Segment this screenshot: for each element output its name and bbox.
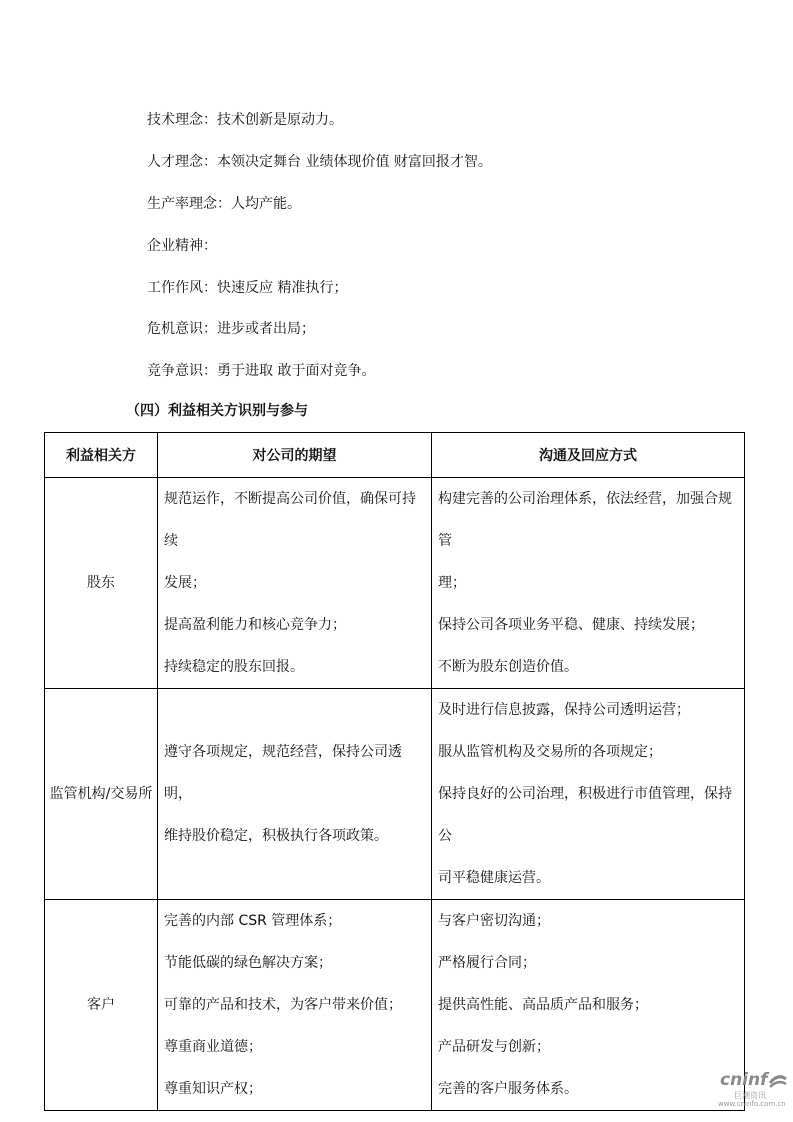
response-item: 提供高性能、高品质产品和服务； [438,997,648,1013]
cninfo-logo-icon [768,1073,788,1089]
philosophy-line: 企业精神： [147,238,217,254]
expectation-cell [158,900,432,1111]
expectation-item: 节能低碳的绿色解决方案； [164,955,332,971]
table-row [45,689,745,900]
philosophy-line: 生产率理念：人均产能。 [147,196,301,212]
expectation-item: 持续稳定的股东回报。 [164,659,304,675]
philosophy-line: 技术理念：技术创新是原动力。 [147,112,343,128]
expectation-cell [158,478,432,689]
expectation-item: 规范运作，不断提高公司价值，确保可持续 [164,491,416,549]
section-heading: （四）利益相关方识别与参与 [126,403,308,419]
response-item: 保持公司各项业务平稳、健康、持续发展； [438,617,704,633]
cninfo-watermark [718,1070,792,1110]
watermark-brand: cninf [720,1070,768,1090]
response-cell [432,689,745,900]
expectation-item: 发展； [164,575,206,591]
table-row [45,478,745,689]
response-item: 与客户密切沟通； [438,913,550,929]
response-item: 理； [438,575,466,591]
philosophy-line: 危机意识：进步或者出局； [147,321,315,337]
response-item: 保持良好的公司治理，积极进行市值管理，保持公 [438,786,732,844]
response-item: 严格履行合同； [438,955,536,971]
table-row [45,900,745,1111]
watermark-url: www.cninfo.com.cn [718,1100,786,1108]
response-item: 司平稳健康运营。 [438,870,550,886]
expectation-item: 提高盈利能力和核心竞争力； [164,617,346,633]
response-item: 产品研发与创新； [438,1039,550,1055]
expectation-cell [158,689,432,900]
response-cell [432,478,745,689]
expectation-item: 可靠的产品和技术，为客户带来价值； [164,997,402,1013]
philosophy-line: 人才理念：本领决定舞台 业绩体现价值 财富回报才智。 [147,154,492,170]
philosophy-line: 工作作风：快速反应 精准执行； [147,280,348,296]
response-cell [432,900,745,1111]
stakeholder-name: 客户 [45,900,158,1111]
header-expectation: 对公司的期望 [158,433,432,478]
table-header-row [45,433,745,478]
stakeholder-name: 股东 [45,478,158,689]
expectation-item: 尊重知识产权； [164,1081,262,1097]
header-response: 沟通及回应方式 [432,433,745,478]
response-item: 服从监管机构及交易所的各项规定； [438,744,662,760]
response-item: 完善的客户服务体系。 [438,1081,578,1097]
expectation-item: 完善的内部 CSR 管理体系； [164,913,342,929]
stakeholder-name: 监管机构/交易所 [45,689,158,900]
response-item: 及时进行信息披露，保持公司透明运营； [438,702,690,718]
response-item: 不断为股东创造价值。 [438,659,578,675]
expectation-item: 遵守各项规定，规范经营，保持公司透明， [164,744,402,802]
expectation-item: 尊重商业道德； [164,1039,262,1055]
stakeholder-table [44,432,745,1111]
expectation-item: 维持股价稳定，积极执行各项政策。 [164,828,388,844]
philosophy-line: 竞争意识：勇于进取 敢于面对竞争。 [147,363,376,379]
header-stakeholder: 利益相关方 [45,433,158,478]
watermark-brand-cn: 巨潮资讯 [734,1091,766,1100]
response-item: 构建完善的公司治理体系，依法经营，加强合规管 [438,491,732,549]
